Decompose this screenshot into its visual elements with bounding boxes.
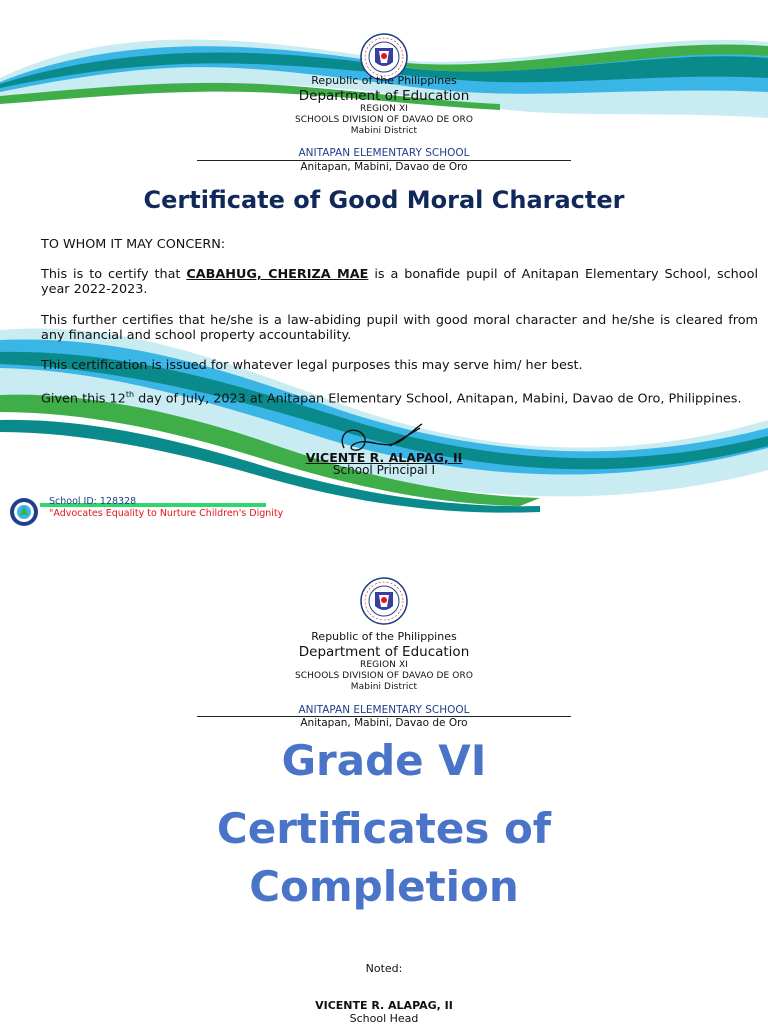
school-name: ANITAPAN ELEMENTARY SCHOOL	[298, 704, 470, 716]
signatory-name: VICENTE R. ALAPAG, II	[315, 999, 453, 1012]
school-logo-icon	[9, 497, 39, 527]
republic-label: Republic of the Philippines	[311, 630, 457, 643]
department-label: Department of Education	[298, 88, 470, 104]
signatory-title: School Principal I	[332, 463, 436, 477]
given-lead: Given this 12	[41, 391, 126, 407]
paragraph-purpose: This certification is issued for whatever legal purposes this may serve him/ her best.	[41, 358, 583, 373]
certificate-title: Certificate of Good Moral Character	[143, 186, 625, 214]
paragraph-clearance: This further certifies that he/she is a law-abiding pupil with good moral character and he/she is cleared from any financial and school property accountability.	[41, 313, 758, 343]
division-label: SCHOOLS DIVISION OF DAVAO DE ORO	[294, 671, 474, 681]
school-address: Anitapan, Mabini, Davao de Oro	[300, 717, 468, 729]
given-ordinal-suffix: th	[125, 390, 135, 399]
noted-label: Noted:	[365, 962, 403, 975]
department-label: Department of Education	[298, 644, 470, 660]
paragraph-certify-tail: is a bonafide pupil of Anitapan Elementary School, school year 2022-2023.	[41, 267, 759, 297]
paragraph-certify	[41, 267, 758, 297]
paragraph-given	[41, 387, 758, 406]
paragraph-certify-lead: This is to certify that	[41, 267, 187, 282]
district-label: Mabini District	[350, 682, 418, 692]
region-label: REGION XI	[360, 660, 408, 670]
school-name: ANITAPAN ELEMENTARY SCHOOL	[298, 147, 470, 159]
pupil-name: CABAHUG, CHERIZA MAE	[186, 267, 369, 282]
school-id: School ID: 128328	[49, 496, 137, 507]
region-label: REGION XI	[360, 104, 408, 114]
republic-label: Republic of the Philippines	[311, 74, 457, 87]
signatory-name: VICENTE R. ALAPAG, II	[305, 450, 463, 465]
given-tail: day of July, 2023 at Anitapan Elementary School, Anitapan, Mabini, Davao de Oro, Philippines.	[134, 391, 742, 407]
salutation: TO WHOM IT MAY CONCERN:	[41, 237, 226, 252]
school-address: Anitapan, Mabini, Davao de Oro	[300, 161, 468, 173]
school-motto: "Advocates Equality to Nurture Children's Dignity	[49, 508, 284, 519]
grade-title: Grade VI	[281, 736, 487, 785]
signatory-title: School Head	[349, 1012, 419, 1025]
district-label: Mabini District	[350, 126, 418, 136]
deped-seal-icon	[360, 577, 408, 625]
completion-title-line-1: Certificates of	[216, 804, 552, 853]
division-label: SCHOOLS DIVISION OF DAVAO DE ORO	[294, 115, 474, 125]
completion-title-line-2: Completion	[249, 862, 519, 911]
